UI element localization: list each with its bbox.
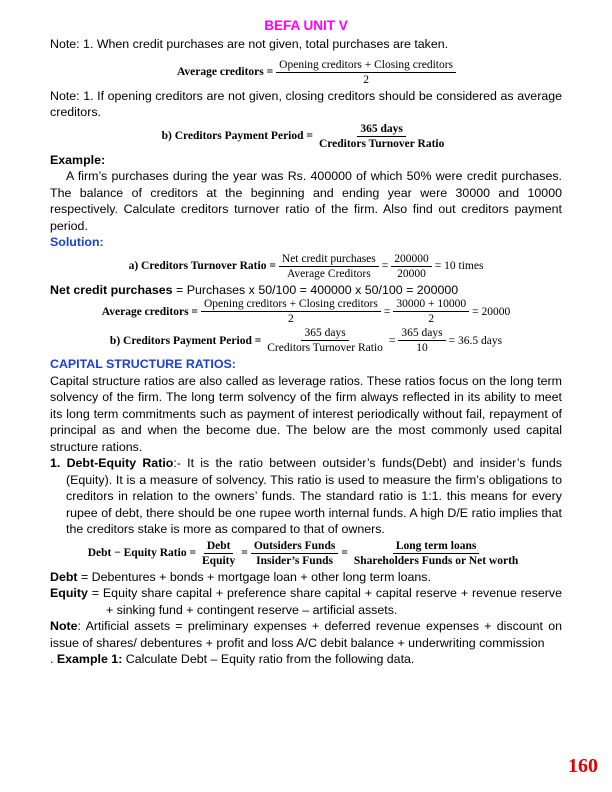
def-text: = Equity share capital + preference share capital + capital reserve + revenue reserve + sinking fund + contingent reserve – artificial assets.: [87, 586, 562, 617]
equals-sign: =: [381, 260, 389, 272]
def-label: Equity: [50, 586, 88, 600]
example-heading: Example:: [50, 152, 106, 167]
formula-numerator: Long term loans: [393, 540, 480, 554]
def-text: = Debentures + bonds + mortgage loan + other long term loans.: [77, 569, 431, 584]
formula-result: = 36.5 days: [448, 334, 503, 347]
equals-sign: =: [241, 547, 248, 559]
formula-denominator: 2: [428, 313, 435, 325]
formula-label: b) Creditors Payment Period =: [109, 334, 262, 347]
prefix-dot: .: [50, 652, 57, 666]
equity-definition: [50, 585, 562, 618]
page-title: BEFA UNIT V: [264, 18, 348, 33]
artificial-assets-note: [50, 618, 562, 651]
debt-definition: [50, 569, 562, 586]
formula-label: Debt − Equity Ratio =: [87, 547, 197, 559]
debt-equity-item: [50, 455, 562, 538]
formula-label: Average creditors =: [176, 66, 274, 78]
formula-numerator: Opening creditors + Closing creditors: [276, 59, 456, 73]
formula-numerator: Debt: [204, 540, 234, 554]
formula-denominator: Shareholders Funds or Net worth: [353, 554, 519, 567]
formula-denominator: 2: [288, 313, 294, 325]
equals-sign: =: [341, 547, 348, 559]
example-text: Calculate Debt – Equity ratio from the following data.: [122, 652, 415, 666]
capital-structure-heading: CAPITAL STRUCTURE RATIOS:: [50, 357, 236, 371]
def-label: Debt: [50, 569, 78, 584]
formula-numerator: 30000 + 10000: [393, 298, 469, 312]
solution-average-creditors: [50, 298, 562, 325]
solution-creditors-payment-period: [50, 327, 562, 354]
item-text: :- It is the ratio between outsider’s funds(Debt) and insider’s funds (Equity). It is a measure of solvency. This ratio is used to measure the firm’s obligations to creditors in relation to the owners’ funds. The standard ratio is 1:1. this means for every rupee of debt, there should be one rupee worth internal funds. A high D/E ratio implies that the creditors stake is more as compared to that of owners.: [66, 456, 562, 536]
example-text: A firm’s purchases during the year was Rs. 400000 of which 50% were credit purchases. The balance of creditors at the beginning and ending year were 30000 and 10000 respectively. Calculate creditors turnover ratio of the firm. Also find out creditors payment period.: [50, 169, 562, 233]
formula-denominator: 10: [416, 342, 428, 354]
formula-numerator: 365 days: [398, 327, 445, 341]
formula-result: = 10 times: [434, 260, 484, 272]
formula-denominator: Equity: [202, 554, 236, 567]
item-label: Debt-Equity Ratio: [66, 456, 174, 470]
formula-numerator: 200000: [391, 253, 432, 267]
example-label: Example 1:: [56, 652, 123, 666]
item-number: 1.: [50, 456, 61, 470]
note-opening-creditors: Note: 1. If opening creditors are not given, closing creditors should be considered as average creditors.: [50, 88, 562, 119]
example-1-line: [50, 651, 562, 668]
equals-sign: =: [388, 334, 396, 347]
formula-numerator: Net credit purchases: [279, 253, 379, 267]
formula-label: b) Creditors Payment Period =: [161, 130, 313, 142]
formula-denominator: 2: [363, 73, 369, 86]
equals-sign: =: [383, 305, 391, 318]
line-label: Net credit purchases: [50, 282, 173, 297]
formula-denominator: Insider’s Funds: [256, 554, 333, 567]
note-credit-purchases: Note: 1. When credit purchases are not given, total purchases are taken.: [50, 37, 449, 51]
formula-average-creditors: [74, 59, 562, 86]
formula-denominator: Creditors Turnover Ratio: [267, 342, 383, 354]
formula-label: Average creditors =: [101, 305, 198, 318]
formula-result: = 20000: [472, 305, 511, 318]
formula-numerator: Outsiders Funds: [251, 540, 338, 554]
formula-denominator: 20000: [397, 267, 426, 280]
formula-denominator: Average Creditors: [286, 267, 371, 280]
note-label: Note: [50, 619, 78, 633]
line-text: = Purchases x 50/100 = 400000 x 50/100 = 200000: [172, 282, 459, 297]
formula-denominator: Creditors Turnover Ratio: [318, 137, 445, 150]
net-credit-purchases-line: [50, 282, 562, 299]
document-page: [50, 18, 562, 668]
solution-heading: Solution:: [50, 235, 104, 249]
formula-creditors-payment-period: [50, 123, 562, 150]
note-text: : Artificial assets = preliminary expenses + deferred revenue expenses + discount on issue of shares/ debentures + profit and loss A/C debit balance + underwriting commission: [50, 619, 562, 650]
formula-numerator: Opening creditors + Closing creditors: [201, 298, 381, 312]
page-number: 160: [568, 755, 598, 777]
formula-numerator: 365 days: [301, 327, 348, 341]
formula-numerator: 365 days: [357, 123, 406, 137]
formula-label: a) Creditors Turnover Ratio =: [128, 260, 276, 272]
formula-debt-equity: [50, 540, 562, 567]
solution-creditors-turnover: [50, 253, 562, 280]
capital-structure-text: Capital structure ratios are also called as leverage ratios. These ratios focus on the long term solvency of the firm. The long term solvency of the firm always reflected in its ability to meet its long term commitments such as payment of interest periodically without fail, repayment of principal as and when the become due. The below are the most commonly used capital structure rations.: [50, 373, 562, 454]
